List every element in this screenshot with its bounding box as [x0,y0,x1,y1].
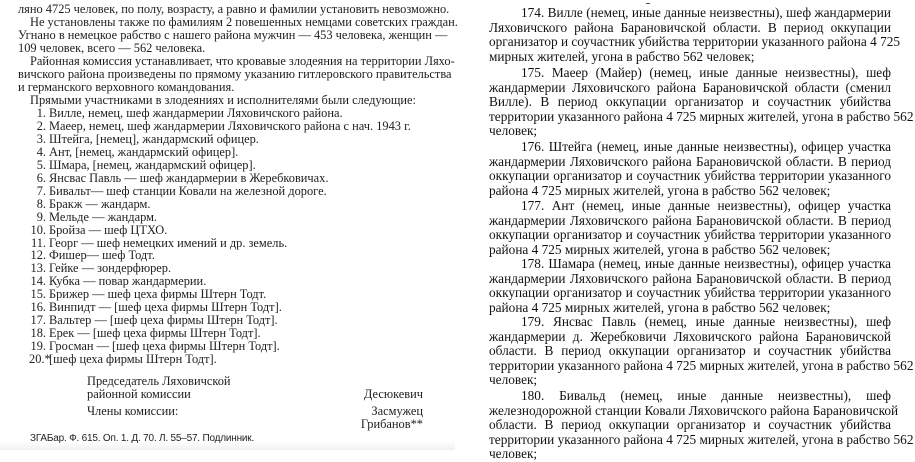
entry-line: человек; [489,372,538,388]
register-entry [489,5,901,64]
list-item-text: Вилле, немец, шеф жандармерии Ляховичского района. [49,106,343,120]
register-entry [489,199,891,257]
list-item-text: Штейга, [немец], жандармский офицер. [49,131,259,146]
paragraph-line: Не установлены также по фамилиям 2 повешенных немцами советских граждан. [30,15,458,29]
entry-line: человек; [489,123,538,139]
list-item-number: 10. [30,222,46,237]
paragraph-line: 109 человек, всего — 562 человека. [18,41,206,55]
list-item-text: Бракж — жандарм. [49,196,151,211]
list-item-number: 18. [30,326,46,341]
entry-line: района 4 725 мирных жителей, угона в рабство 562 человек; [489,182,831,198]
entry-line: Вилле). В период оккупации организатор и соучастник убийства [489,94,891,110]
entry-line: 178. Шамара (немец, иные данные неизвестны), офицер участка [521,256,891,271]
paragraph-line: Прямыми участниками в злодеяниях и исполнителями были следующие: [30,93,416,107]
entry-line: жандармерии Ляховичского района Барановичской области (сменил [489,79,891,95]
archive-source-note: ЗГАБар. Ф. 615. Оп. 1. Д. 70. Л. 55–57. Подлинник. [30,433,255,444]
paragraph-line: Районная комиссия устанавливает, что кровавые злодеяния на территории Ляхо- [30,54,455,68]
entry-line: территории указанного района 4 725 мирных жителей, угона в рабство 562 [489,431,914,447]
entry-line: жандармерии Ляховичского района Барановичской области. В период [489,153,891,169]
entry-line: человек; [489,446,538,462]
list-item-text: Ант, [немец, жандармский офицер]. [49,144,239,159]
list-item-number: 12. [30,248,46,263]
register-entry [489,257,891,315]
chair-label-line-2: районной комиссии [87,387,191,401]
list-item-number: 19. [30,339,46,354]
list-item-text: Гросман — [шеф цеха фирмы Штерн Тодт]. [49,339,280,354]
list-item-number: 3. [36,131,46,146]
list-item-text: Шмара, [немец, жандармский офицер]. [49,157,256,172]
list-item-number: 4. [36,144,46,159]
list-item [29,133,259,146]
list-item-text: Георг — шеф немецких имений и др. земель. [49,235,288,250]
paragraph-line: ляно 4725 человек, по полу, возрасту, а равно и фамилии установить невозможно. [18,2,450,16]
entry-line: Ляховичского района Барановичской области. В период оккупации [489,19,891,35]
paragraph-line: и германского верховного командования. [18,80,235,94]
member-name-1: Засмужец [371,404,423,418]
entry-line: 174. Вилле (немец, иные данные неизвестны), шеф жандармерии [521,5,891,20]
entry-line: жандармерии д. Жеребковичи Ляховичского района Барановичской [489,328,891,344]
entry-line: 179. Янсвас Павль (немец, иные данные неизвестны), шеф [521,314,891,329]
register-entry [489,314,914,388]
entry-line: области. В период оккупации организатор и соучастник убийства [489,417,891,433]
list-item-text: Мельде — жандарм. [49,209,158,224]
list-item-number: 2. [36,118,46,133]
entry-line: области. В период оккупации организатор и соучастник убийства [489,343,891,359]
list-item [29,353,217,366]
entry-line: 175. Маеер (Майер) (немец, иные данные неизвестны), шеф [521,65,891,80]
list-item-text: Бройза — шеф ЦТХО. [49,222,168,237]
list-item-text: Гейке — зондерфюрер. [49,261,172,276]
members-label: Члены комиссии: [87,404,179,418]
entry-line: жандармерии Ляховичского района Барановичской области. В период [489,270,891,286]
list-item-text: [шеф цеха фирмы Штерн Тодт]. [49,352,217,367]
list-item [29,172,328,185]
list-item-number: 11. [30,235,46,250]
entry-line: мирных жителей, угона в рабство 562 человек; [489,48,755,64]
list-item-number: 9. [36,209,46,224]
paragraph-line: вичского района произведены по прямому указанию гитлеровского правительства [18,67,452,81]
list-item-text: Кубка — повар жандармерии. [49,274,207,289]
list-item-number: 16. [30,300,46,315]
list-item [29,211,157,224]
list-item-text: Брижер — шеф цеха фирмы Штерн Тодт. [49,287,267,302]
paragraph-line: Угнано в немецкое рабство с нашего района мужчин — 453 человека, женщин — [18,28,448,42]
list-item-text: Янсвас Павль — шеф жандармерии в Жеребковичах. [49,170,329,185]
entry-line: оккупации организатор и соучастник убийства территории указанного [489,227,891,243]
list-item [29,159,256,172]
list-item-text: Маеер, немец, шеф жандармерии Ляховичского района с нач. 1943 г. [49,118,411,133]
entry-line: железнодорожной станции Ковали Ляховичского района Барановичской [489,402,899,418]
entry-line: 180. Бивальд (немец, иные данные неизвестны), шеф [521,388,891,403]
right-document-page [489,0,914,462]
list-item-number: 17. [30,313,46,328]
list-item-number: 13. [30,261,46,276]
list-item-text: Вальтер — [шеф цеха фирмы Штерн Тодт]. [49,313,278,328]
left-document-page [0,0,458,450]
list-item-text: Ерек — [шеф цеха фирмы Штерн Тодт]. [49,326,261,341]
list-item-text: Фишер— шеф Тодт. [49,248,155,263]
entry-line: оккупации организатор и соучастник убийства территории указанного [489,285,891,301]
list-item [29,146,238,159]
list-item-number: 1. [36,106,46,120]
list-item-number: 7. [36,183,46,198]
list-item-number: 15. [30,287,46,302]
entry-line: 176. Штейга (немец, иные данные неизвестны), офицер участка [521,139,891,154]
list-item-number: 5. [36,157,46,172]
list-item-number: 14. [30,274,46,289]
entry-line: территории указанного района 4 725 мирных жителей, угона в рабство 562 [489,357,914,373]
register-entry [489,65,914,139]
list-item-number: 8. [36,196,46,211]
list-item [29,185,327,198]
list-item-text: Винпидт — [шеф цеха фирмы Штерн Тодт]. [49,300,282,315]
entry-line: оккупации организатор и соучастник убийства территории указанного [489,168,891,184]
entry-line: района 4 725 мирных жителей, угона в рабство 562 человек; [489,299,831,315]
register-entry [489,140,891,198]
entry-line: 177. Ант (немец, иные данные неизвестны), офицер участка [521,198,891,213]
register-entry [489,388,914,462]
list-item [29,120,411,133]
list-item [29,224,167,237]
member-name-2: Грибанов** [360,417,423,431]
list-item [29,198,150,211]
entry-line: района 4 725 мирных жителей, угона в рабство 562 человек; [489,241,831,257]
list-item-number: 20.* [29,352,51,367]
chair-name: Десюкевич [363,387,423,401]
list-item-number: 6. [36,170,46,185]
entry-line: территории указанного района 4 725 мирных жителей, угона в рабство 562 [489,108,914,124]
list-item [29,107,343,120]
chair-label-line-1: Председатель Ляховичской [87,374,231,388]
list-item-text: Бивальт— шеф станции Ковали на железной дороге. [49,183,327,198]
entry-line: жандармерии Ляховичского района Барановичской области. В период [489,212,891,228]
entry-line: организатор и соучастник убийства территории указанного района 4 725 [489,34,901,50]
